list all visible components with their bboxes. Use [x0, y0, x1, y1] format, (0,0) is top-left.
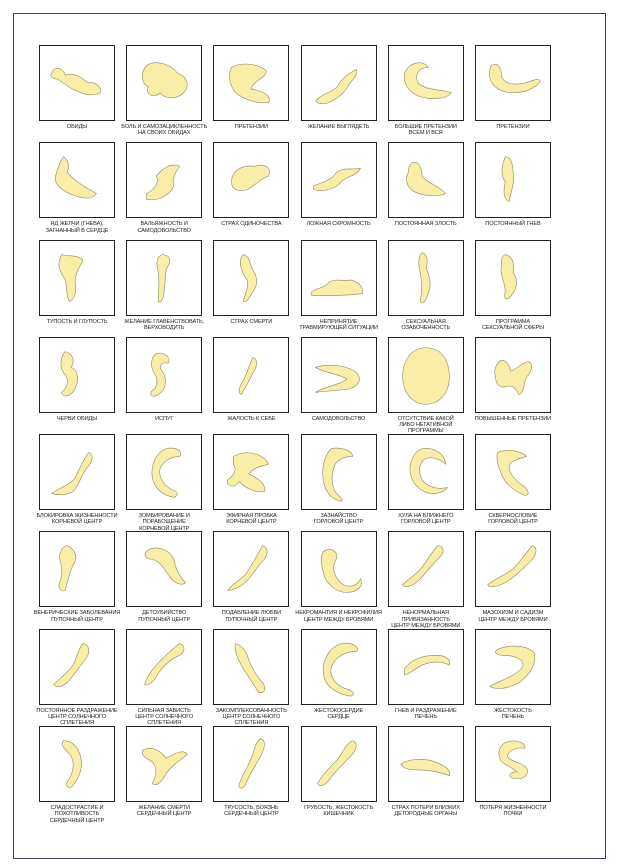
shape-caption: ЖЕЛАНИЕ СМЕРТИ СЕРДЕЧНЫЙ ЦЕНТР — [136, 805, 192, 818]
shape-box — [39, 726, 115, 802]
shape-box — [388, 531, 464, 607]
shape-card — [213, 726, 289, 823]
shape-card — [475, 240, 551, 337]
shape-card — [388, 45, 464, 142]
shape-box — [213, 726, 289, 802]
shape-caption: ПОСТОЯННАЯ ЗЛОСТЬ — [394, 221, 457, 228]
blob-shape — [476, 435, 550, 509]
shape-box — [213, 629, 289, 705]
shape-box — [388, 434, 464, 510]
shape-box — [388, 726, 464, 802]
shape-card — [39, 726, 115, 823]
shape-caption: ЖАЛОСТЬ К СЕБЕ — [227, 415, 276, 422]
shape-box — [39, 45, 115, 121]
shape-card — [36, 434, 118, 531]
blob-path — [322, 448, 352, 501]
blob-path — [151, 353, 169, 396]
shape-caption: ИСПУГ — [155, 415, 174, 422]
shape-card — [126, 240, 202, 337]
shape-card — [301, 629, 377, 726]
shape-box — [301, 240, 377, 316]
shape-box — [301, 434, 377, 510]
blob-path — [147, 165, 180, 200]
shape-box — [388, 629, 464, 705]
blob-path — [51, 68, 101, 95]
shape-grid — [33, 45, 571, 824]
shape-card — [39, 142, 115, 239]
blob-path — [321, 550, 361, 593]
blob-shape — [127, 338, 201, 412]
shape-box — [39, 629, 115, 705]
shape-card — [121, 45, 208, 142]
shape-caption: БОЛЬ И САМОЗАЦИКЛЕННОСТЬ НА СВОИХ ОБИДАХ — [121, 124, 208, 137]
shape-caption: ЖЕСТОКОСЕРДИЕ СЕРДЦЕ — [313, 707, 364, 721]
shape-caption: ЯД ЖЕЛЧИ (ГНЕВА), ЗАГНАННЫЙ В СЕРДЦЕ — [45, 221, 109, 234]
blob-path — [317, 741, 356, 786]
shape-box — [126, 45, 202, 121]
shape-card — [213, 434, 289, 531]
shape-caption: БЛОКИРОВКА ЖИЗНЕННОСТИ КОРНЕВОЙ ЦЕНТР — [36, 513, 118, 526]
blob-shape — [389, 630, 463, 704]
shape-card — [126, 629, 202, 726]
shape-caption: ЛОЖНАЯ СКРОМНОСТЬ — [306, 221, 371, 228]
blob-path — [315, 69, 356, 103]
shape-box — [388, 240, 464, 316]
blob-path — [488, 546, 536, 587]
blob-path — [228, 453, 269, 492]
blob-shape — [302, 241, 376, 315]
shape-card — [36, 629, 118, 727]
blob-shape — [302, 532, 376, 606]
blob-path — [313, 169, 360, 191]
blob-shape — [214, 727, 288, 801]
shape-box — [475, 726, 551, 802]
shape-card — [126, 726, 202, 823]
blob-path — [145, 549, 185, 585]
blob-shape — [127, 241, 201, 315]
shape-box — [388, 337, 464, 413]
blob-path — [501, 254, 517, 298]
blob-path — [230, 64, 270, 103]
shape-box — [39, 240, 115, 316]
blob-shape — [214, 143, 288, 217]
blob-path — [419, 252, 430, 302]
shape-box — [126, 434, 202, 510]
shape-box — [126, 629, 202, 705]
shape-caption: СЛАДОСТРАСТИЕ И ПОХОТЛИВОСТЬ СЕРДЕЧНЫЙ ЦЕНТР — [49, 805, 105, 824]
shape-caption: ПОСТОЯННОЕ РАЗДРАЖЕНИЕ ЦЕНТР СОЛНЕЧНОГО СПЛЕТЕНИЯ — [36, 707, 118, 727]
shape-card — [475, 531, 551, 628]
shape-card — [301, 45, 377, 142]
blob-path — [402, 348, 449, 404]
blob-path — [232, 165, 270, 190]
blob-shape — [127, 630, 201, 704]
shape-box — [39, 142, 115, 218]
shape-card — [475, 337, 551, 434]
shape-box — [126, 726, 202, 802]
blob-path — [240, 357, 257, 394]
shape-caption: БОЛЬШИЕ ПРЕТЕНЗИИ ВСЕМ И ВСЯ — [394, 124, 457, 137]
shape-card — [388, 629, 464, 726]
shape-card — [295, 531, 382, 628]
shape-caption: ГРУБОСТЬ, ЖЕСТОКОСТЬ КИШЕЧНИК — [304, 805, 374, 818]
shape-card — [388, 240, 464, 337]
shape-card — [213, 531, 289, 628]
shape-card — [475, 142, 551, 239]
shape-box — [388, 45, 464, 121]
blob-path — [145, 643, 184, 684]
shape-box — [301, 629, 377, 705]
blob-shape — [40, 46, 114, 120]
shape-card — [475, 726, 551, 823]
blob-shape — [40, 532, 114, 606]
blob-shape — [476, 630, 550, 704]
shape-card — [126, 434, 202, 531]
shape-box — [475, 531, 551, 607]
blob-shape — [214, 46, 288, 120]
shape-box — [213, 240, 289, 316]
blob-shape — [40, 143, 114, 217]
shape-card — [388, 337, 464, 434]
blob-path — [152, 448, 181, 497]
shape-box — [475, 434, 551, 510]
shape-box — [475, 142, 551, 218]
blob-path — [400, 759, 449, 775]
blob-path — [490, 646, 535, 688]
shape-caption: ПОСТОЯННЫЙ ГНЕВ — [485, 221, 541, 228]
blob-shape — [476, 46, 550, 120]
shape-caption: ВАЛЬЯЖНОСТЬ И САМОДОВОЛЬСТВО — [137, 221, 191, 234]
shape-caption: ПРЕТЕНЗИИ — [234, 124, 268, 130]
shape-caption: ЖЕСТОКОСТЬ ПЕЧЕНЬ — [494, 707, 532, 721]
shape-box — [301, 726, 377, 802]
shape-box — [126, 240, 202, 316]
blob-path — [502, 157, 514, 202]
blob-shape — [302, 46, 376, 120]
blob-shape — [389, 143, 463, 217]
blob-path — [55, 157, 96, 198]
shape-card — [213, 337, 289, 434]
blob-shape — [40, 241, 114, 315]
shape-card — [126, 531, 202, 628]
shape-caption: ЗАКОМПЛЕКСОВАННОСТЬ ЦЕНТР СОЛНЕЧНОГО СПЛЕТЕНИЯ — [215, 707, 287, 727]
shape-caption: ТУПОСТЬ И ГЛУПОСТЬ — [46, 318, 108, 325]
shape-box — [301, 337, 377, 413]
shape-box — [475, 45, 551, 121]
shape-caption: НЕКРОМАНТИЯ И НЕКРОФИЛИЯ ЦЕНТР МЕЖДУ БРОВЯМИ — [295, 610, 382, 623]
shape-card — [475, 629, 551, 726]
blob-shape — [302, 630, 376, 704]
blob-path — [406, 162, 445, 196]
shape-card — [301, 142, 377, 239]
shape-card — [33, 531, 121, 628]
blob-shape — [127, 727, 201, 801]
shape-card — [388, 434, 464, 531]
shape-caption: ЖЕЛАНИЕ ВЫГЛЯДЕТЬ — [307, 124, 370, 130]
blob-path — [228, 546, 267, 591]
shape-card — [388, 142, 464, 239]
shape-caption: ПОВЫШЕННЫЕ ПРЕТЕНЗИИ — [474, 415, 552, 422]
shape-caption: ЧЕРВИ ОБИДЫ — [56, 415, 98, 422]
shape-caption: НЕПРИНЯТИЕ ТРАВМИРУЮЩЕЙ СИТУАЦИИ — [299, 318, 378, 331]
blob-path — [62, 741, 81, 788]
shape-box — [126, 531, 202, 607]
shape-card — [301, 434, 377, 531]
blob-shape — [389, 46, 463, 120]
blob-shape — [389, 435, 463, 509]
shape-caption: ВЕНЕРИЧЕСКИЕ ЗАБОЛЕВАНИЯ ПУПОЧНЫЙ ЦЕНТР — [33, 610, 121, 623]
blob-path — [142, 63, 187, 98]
blob-shape — [476, 338, 550, 412]
blob-path — [402, 546, 443, 587]
blob-path — [59, 254, 83, 301]
blob-path — [52, 453, 93, 495]
shape-caption: СТРАХ ПОТЕРИ БЛИЗКИХ ДЕТОРОДНЫЕ ОРГАНЫ — [391, 805, 460, 818]
blob-shape — [40, 435, 114, 509]
blob-shape — [127, 435, 201, 509]
blob-path — [404, 655, 449, 674]
blob-shape — [302, 143, 376, 217]
shape-box — [126, 142, 202, 218]
shape-caption: ПРЕТЕНЗИИ — [496, 124, 530, 130]
blob-shape — [476, 241, 550, 315]
shape-caption: МАЗОХИЗМ И САДИЗМ ЦЕНТР МЕЖДУ БРОВЯМИ — [478, 610, 548, 623]
blob-shape — [476, 143, 550, 217]
shape-box — [475, 337, 551, 413]
shape-caption: ПОДАВЛЕНИЕ ЛЮБВИ ПУПОЧНЫЙ ЦЕНТР — [221, 610, 282, 623]
blob-path — [490, 64, 541, 93]
shape-card — [475, 45, 551, 142]
shape-card — [301, 337, 377, 434]
blob-path — [54, 643, 89, 686]
shape-caption: ГНЕВ И РАЗДРАЖЕНИЕ ПЕЧЕНЬ — [394, 707, 457, 721]
shape-box — [213, 531, 289, 607]
shape-caption: СЕКСУАЛЬНАЯ ОЗАБОЧЕННОСТЬ — [401, 318, 451, 331]
shape-box — [39, 434, 115, 510]
shape-caption: ПОТЕРЯ ЖИЗНЕННОСТИ ПОЧКИ — [479, 805, 547, 818]
shape-card — [39, 337, 115, 434]
shape-box — [213, 45, 289, 121]
shape-caption: ХУЛА НА БЛИЖНЕГО ГОРЛОВОЙ ЦЕНТР — [398, 513, 454, 526]
blob-path — [497, 451, 528, 496]
blob-shape — [127, 532, 201, 606]
blob-path — [499, 741, 528, 779]
blob-shape — [40, 338, 114, 412]
blob-path — [142, 748, 187, 784]
blob-shape — [389, 532, 463, 606]
blob-shape — [127, 46, 201, 120]
blob-shape — [302, 435, 376, 509]
shape-box — [301, 142, 377, 218]
blob-shape — [40, 630, 114, 704]
shape-card — [126, 337, 202, 434]
shape-caption: СИЛЬНАЯ ЗАВИСТЬ ЦЕНТР СОЛНЕЧНОГО СПЛЕТЕНИЯ — [135, 707, 194, 727]
blob-shape — [40, 727, 114, 801]
blob-shape — [389, 338, 463, 412]
blob-path — [495, 360, 532, 394]
shape-card — [388, 726, 464, 823]
blob-path — [239, 739, 265, 788]
blob-path — [410, 449, 447, 494]
shape-caption: ОТСУТСТВИЕ КАКОЙ ЛИБО НЕГАТИВНОЙ ПРОГРАММЫ — [397, 415, 454, 435]
shape-caption: САМОДОВОЛЬСТВО — [311, 415, 366, 422]
shape-box — [475, 629, 551, 705]
blob-shape — [302, 727, 376, 801]
blob-path — [61, 352, 78, 396]
shape-caption: ЗАЗНАЙСТВО ГОРЛОВОЙ ЦЕНТР — [313, 513, 364, 526]
blob-shape — [389, 727, 463, 801]
shape-card — [475, 434, 551, 531]
shape-box — [388, 142, 464, 218]
shape-card — [301, 240, 377, 337]
blob-shape — [214, 630, 288, 704]
shape-card — [388, 531, 464, 628]
shape-caption: ДЕТОУБИЙСТВО ПУПОЧНЫЙ ЦЕНТР — [138, 610, 191, 623]
blob-shape — [389, 241, 463, 315]
shape-caption: ТРУСОСТЬ, БОЯЗНЬ СЕРДЕЧНЫЙ ЦЕНТР — [224, 805, 279, 818]
blob-shape — [302, 338, 376, 412]
blob-shape — [214, 241, 288, 315]
shape-caption: СТРАХ СМЕРТИ — [230, 318, 273, 325]
blob-path — [404, 63, 451, 99]
shape-box — [213, 142, 289, 218]
shape-caption: СТРАХ ОДИНОЧЕСТВА — [221, 221, 282, 228]
shape-card — [213, 142, 289, 239]
blob-path — [59, 546, 76, 591]
blob-shape — [214, 532, 288, 606]
shape-card — [301, 726, 377, 823]
blob-shape — [476, 532, 550, 606]
shape-caption: ЭФИРНАЯ ПРОБКА КОРНЕВОЙ ЦЕНТР — [226, 513, 277, 526]
blob-path — [311, 280, 362, 296]
shape-box — [301, 45, 377, 121]
blob-path — [157, 254, 170, 301]
shape-card — [39, 240, 115, 337]
shape-caption: НЕНОРМАЛЬНАЯ ПРИВЯЗАННОСТЬ ЦЕНТР МЕЖДУ БРОВЯМИ — [391, 610, 461, 630]
shape-caption: ЖЕЛАНИЕ ГЛАВЕНСТВОВАТЬ, ВЕРХОВОДИТЬ — [124, 318, 204, 331]
blob-shape — [476, 727, 550, 801]
blob-path — [241, 254, 257, 301]
shape-box — [301, 531, 377, 607]
blob-shape — [214, 435, 288, 509]
shape-card — [126, 142, 202, 239]
shape-card — [39, 45, 115, 142]
blob-shape — [214, 338, 288, 412]
shape-box — [475, 240, 551, 316]
shape-card — [213, 45, 289, 142]
shape-box — [213, 337, 289, 413]
shape-box — [213, 434, 289, 510]
blob-shape — [127, 143, 201, 217]
blob-path — [315, 365, 359, 392]
shape-box — [39, 531, 115, 607]
shape-caption: ОБИДЫ — [66, 124, 88, 130]
shape-box — [39, 337, 115, 413]
shape-card — [213, 240, 289, 337]
blob-path — [323, 643, 357, 696]
shape-box — [126, 337, 202, 413]
blob-path — [235, 643, 265, 692]
shape-caption: ПРОГРАММА СЕКСУАЛЬНОЙ СФЕРЫ — [481, 318, 545, 331]
shape-caption: ЗОМБИРОВАНИЕ И ПОРАБОЩЕНИЕ КОРНЕВОЙ ЦЕНТР — [138, 513, 190, 532]
shape-card — [213, 629, 289, 726]
shape-caption: СКВЕРНОСЛОВИЕ ГОРЛОВОЙ ЦЕНТР — [488, 513, 538, 526]
